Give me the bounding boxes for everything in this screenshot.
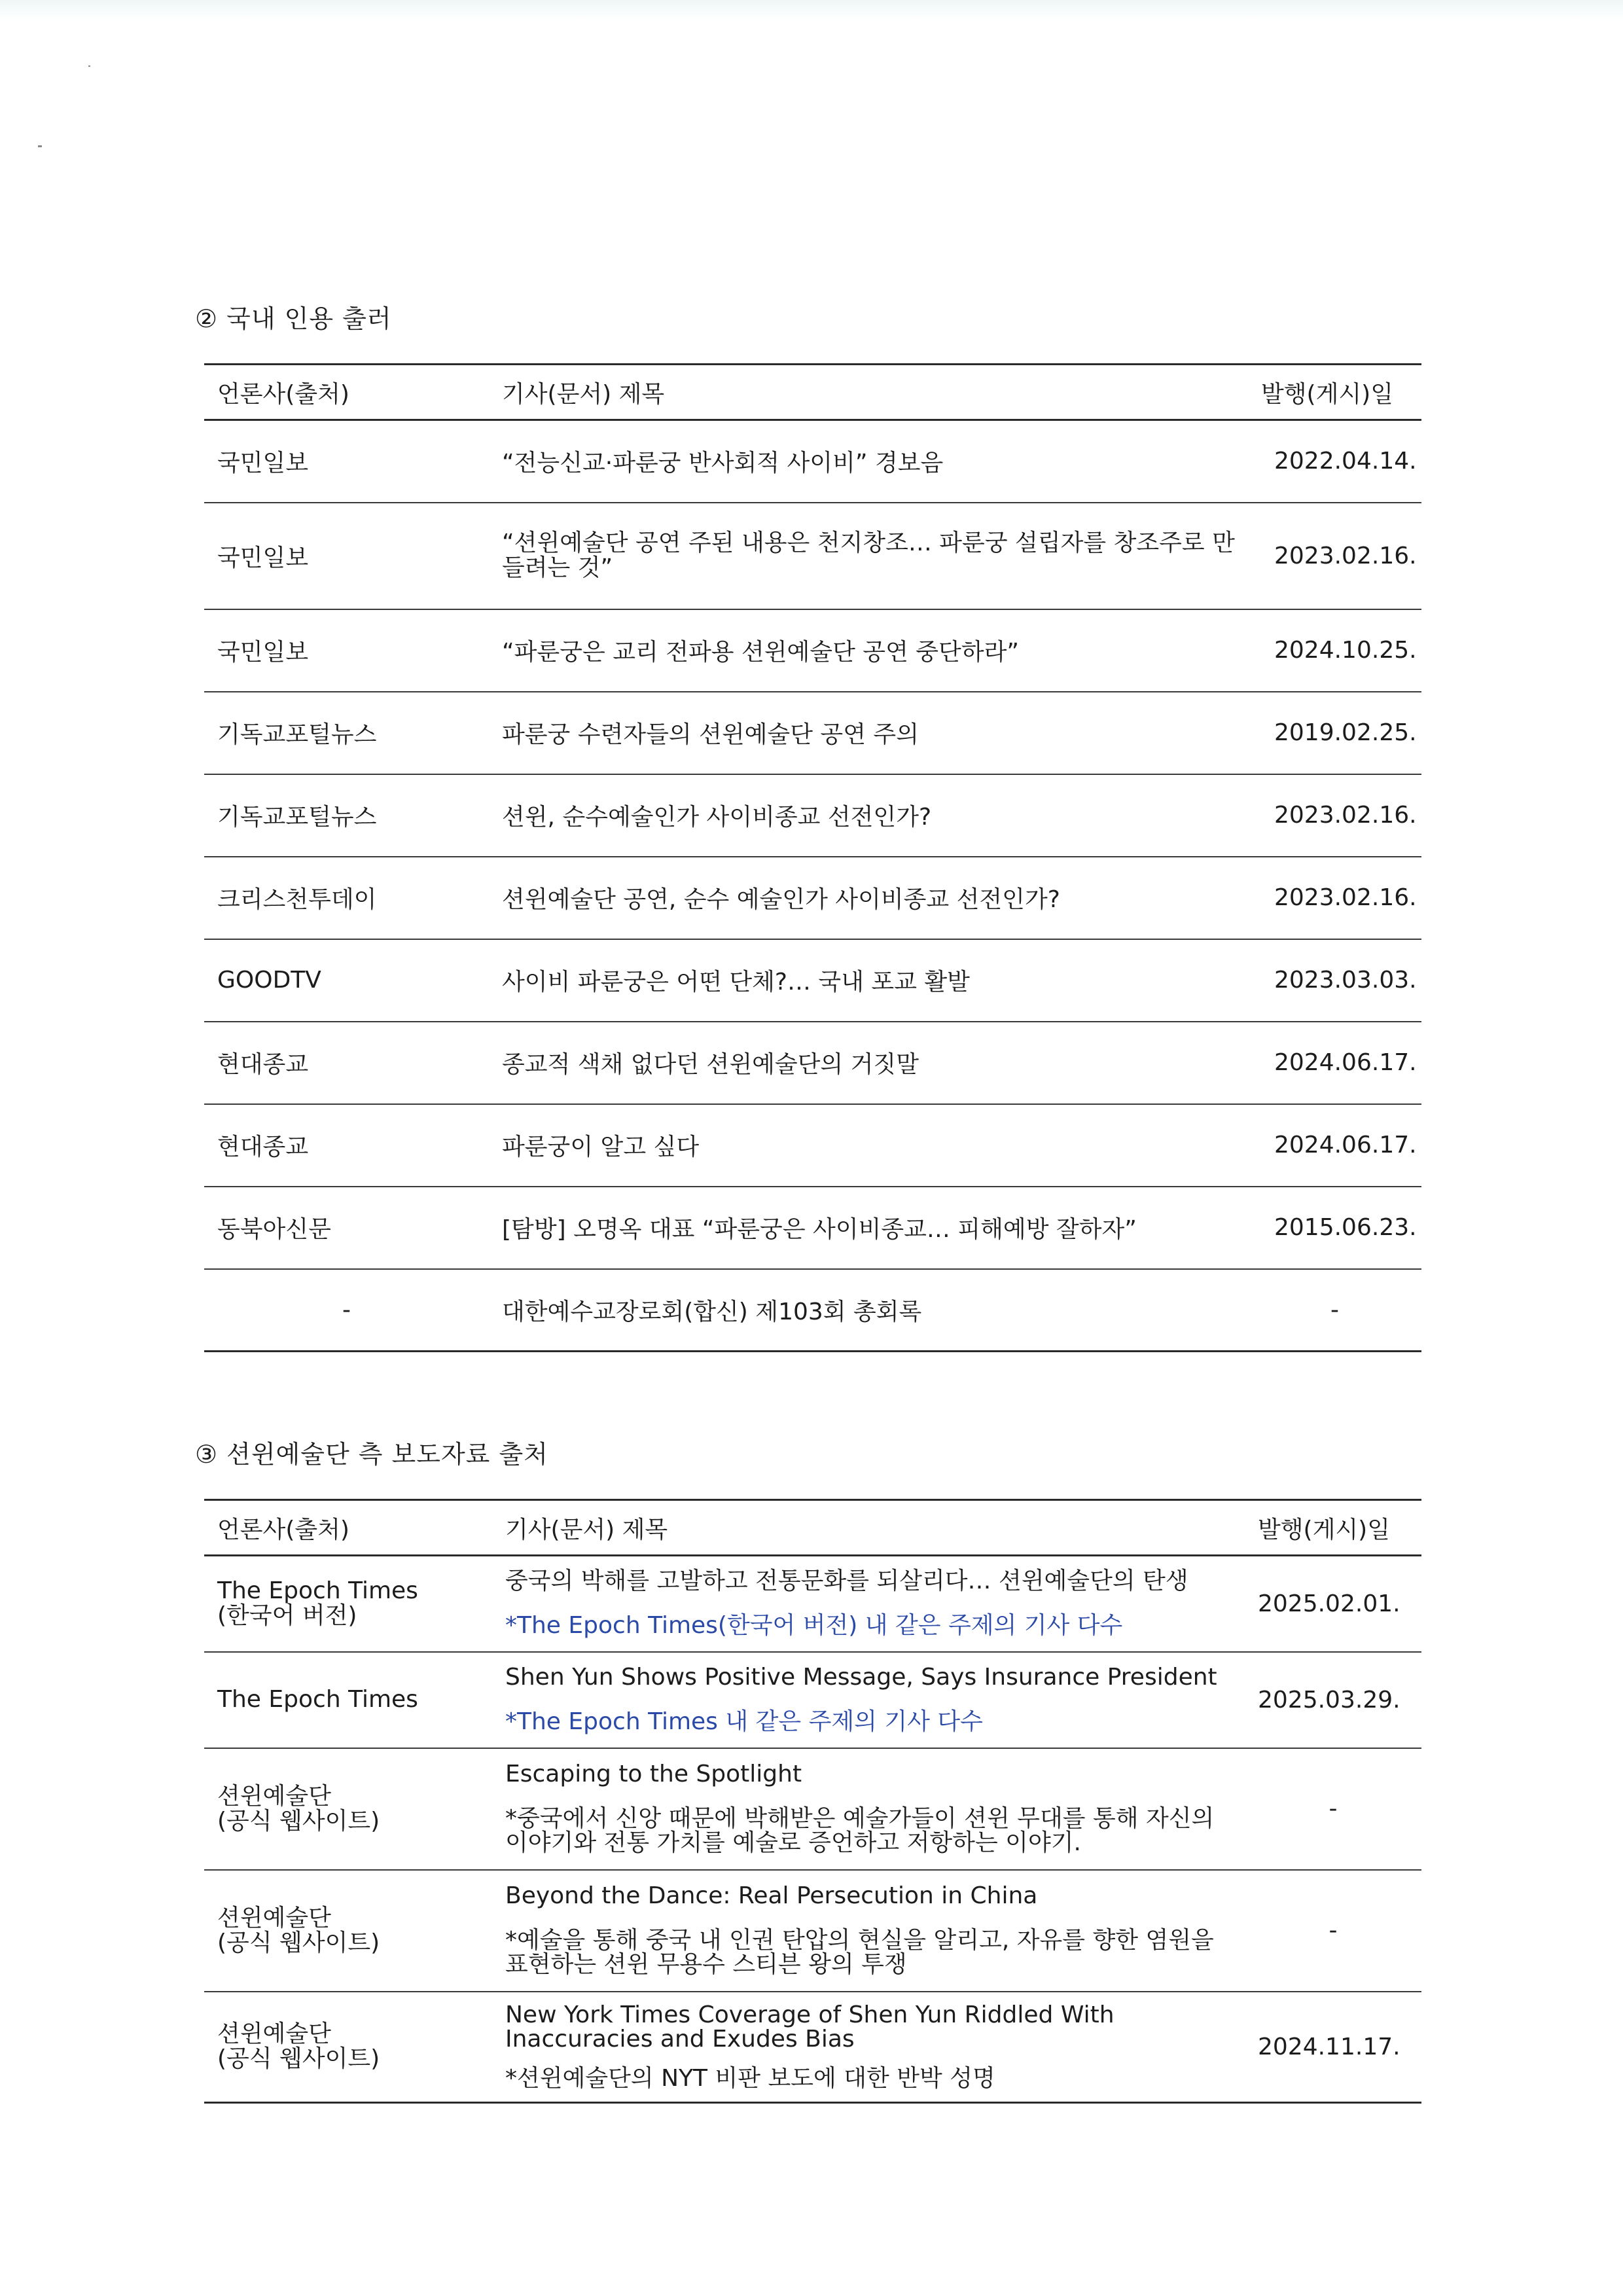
- table-row: [204, 1992, 1421, 2103]
- title-cell: [492, 1992, 1245, 2103]
- table-row: [204, 1652, 1421, 1748]
- table-row: [204, 857, 1421, 939]
- source-name: The Epoch Times: [217, 1686, 418, 1713]
- table-row: [204, 774, 1421, 857]
- table-row: [204, 1269, 1421, 1352]
- source-cell: 크리스천투데이: [217, 886, 377, 913]
- title-cell: [492, 1556, 1245, 1652]
- date-cell: 2015.06.23.: [1274, 1214, 1417, 1241]
- scan-speck: [88, 65, 90, 67]
- scan-edge: [0, 0, 1623, 20]
- table-row: [204, 1187, 1421, 1269]
- title-cell: [492, 1748, 1245, 1870]
- source-cell: 국민일보: [217, 450, 309, 477]
- source-name: 션윈예술단: [217, 1782, 331, 1810]
- table-row: [204, 692, 1421, 774]
- header-source: 언론사(출처): [217, 380, 349, 408]
- source-cell: [204, 1992, 492, 2103]
- source-cell: [204, 1556, 492, 1652]
- article-title: Shen Yun Shows Positive Message, Says Insurance President: [505, 1664, 1217, 1691]
- date-cell: -: [1330, 1296, 1339, 1323]
- header-title: 기사(문서) 제목: [505, 1516, 668, 1543]
- source-cell: 기독교포털뉴스: [217, 804, 377, 831]
- article-title: 중국의 박해를 고발하고 전통문화를 되살리다… 션윈예술단의 탄생: [505, 1568, 1188, 1595]
- source-name: 션윈예술단: [217, 1904, 331, 1931]
- table-row: [204, 1748, 1421, 1870]
- header-source: 언론사(출처): [217, 1516, 349, 1543]
- table-row: [204, 1104, 1421, 1187]
- source-cell: 현대종교: [217, 1051, 309, 1078]
- domestic-citation-table: [204, 363, 1421, 1352]
- table-row: [204, 609, 1421, 692]
- source-subtitle: (공식 웹사이트): [217, 1929, 380, 1956]
- title-cell: [492, 1652, 1245, 1748]
- shen-yun-source-table: [204, 1499, 1421, 2104]
- date-cell: 2024.06.17.: [1274, 1049, 1417, 1076]
- table-row: [204, 939, 1421, 1022]
- table-header-row: [204, 1500, 1421, 1556]
- source-subtitle: (공식 웹사이트): [217, 2045, 380, 2073]
- date-cell: 2024.11.17.: [1258, 2033, 1400, 2060]
- source-cell: 기독교포털뉴스: [217, 721, 377, 748]
- title-cell: 파룬궁 수련자들의 션윈예술단 공연 주의: [502, 721, 919, 748]
- source-name: 션윈예술단: [217, 2020, 331, 2048]
- article-title: Escaping to the Spotlight: [505, 1760, 802, 1787]
- source-cell: 국민일보: [217, 639, 309, 666]
- title-cell: 파룬궁이 알고 싶다: [502, 1134, 700, 1160]
- source-subtitle: (한국어 버전): [217, 1602, 357, 1630]
- title-cell: “션윈예술단 공연 주된 내용은 천지창조… 파룬궁 설립자를 창조주로 만들려는 것”: [502, 529, 1235, 581]
- date-cell: 2019.02.25.: [1274, 719, 1417, 746]
- table-row: [204, 1870, 1421, 1992]
- source-cell: 국민일보: [217, 544, 309, 571]
- source-cell: [204, 1870, 492, 1992]
- article-note: *The Epoch Times(한국어 버전) 내 같은 주제의 기사 다수: [505, 1612, 1123, 1640]
- date-cell: 2023.03.03.: [1274, 967, 1417, 994]
- date-cell: -: [1329, 1917, 1338, 1944]
- article-title: Beyond the Dance: Real Persecution in China: [505, 1882, 1038, 1909]
- table-row: [204, 1022, 1421, 1104]
- date-cell: 2025.02.01.: [1258, 1590, 1400, 1617]
- date-cell: 2024.06.17.: [1274, 1132, 1417, 1158]
- article-note: *The Epoch Times 내 같은 주제의 기사 다수: [505, 1708, 983, 1735]
- date-cell: 2022.04.14.: [1274, 448, 1417, 475]
- source-cell: [204, 1748, 492, 1870]
- date-cell: 2024.10.25.: [1274, 637, 1417, 664]
- source-cell: 동북아신문: [217, 1216, 331, 1243]
- header-date: 발행(게시)일: [1261, 380, 1393, 408]
- source-subtitle: (공식 웹사이트): [217, 1807, 380, 1835]
- date-cell: 2023.02.16.: [1274, 802, 1417, 829]
- article-title: New York Times Coverage of Shen Yun Riddled With Inaccuracies and Exudes Bias: [505, 2001, 1115, 2053]
- article-note: *예술을 통해 중국 내 인권 탄압의 현실을 알리고, 자유를 향한 염원을 표현하는 션윈 무용수 스티븐 왕의 투쟁: [505, 1926, 1214, 1979]
- source-cell: [204, 1652, 492, 1748]
- title-cell: “전능신교·파룬궁 반사회적 사이비” 경보음: [502, 450, 944, 477]
- date-cell: 2023.02.16.: [1274, 542, 1417, 569]
- title-cell: 사이비 파룬궁은 어떤 단체?… 국내 포교 활발: [502, 969, 970, 996]
- source-name: The Epoch Times: [217, 1577, 418, 1605]
- date-cell: -: [1329, 1795, 1338, 1822]
- table-header-row: [204, 365, 1421, 420]
- section-2-heading: ② 국내 인용 출러: [195, 304, 392, 333]
- date-cell: 2023.02.16.: [1274, 884, 1417, 911]
- section-3-heading: ③ 션윈예술단 측 보도자료 출처: [195, 1440, 548, 1469]
- header-title: 기사(문서) 제목: [502, 380, 665, 408]
- article-note: *중국에서 신앙 때문에 박해받은 예술가들이 션윈 무대를 통해 자신의 이야기와 전통 가치를 예술로 증언하고 저항하는 이야기.: [505, 1804, 1215, 1857]
- title-cell: [탐방] 오명옥 대표 “파룬궁은 사이비종교… 피해예방 잘하자”: [502, 1216, 1137, 1243]
- header-date: 발행(게시)일: [1258, 1516, 1390, 1543]
- table-row: [204, 1556, 1421, 1652]
- title-cell: 대한예수교장로회(합신) 제103회 총회록: [502, 1298, 922, 1325]
- table-row: [204, 503, 1421, 609]
- title-cell: [492, 1870, 1245, 1992]
- title-cell: 션윈예술단 공연, 순수 예술인가 사이비종교 선전인가?: [502, 886, 1060, 913]
- scan-speck: [38, 145, 42, 147]
- article-note: *션윈예술단의 NYT 비판 보도에 대한 반박 성명: [505, 2065, 995, 2092]
- title-cell: 션윈, 순수예술인가 사이비종교 선전인가?: [502, 804, 932, 831]
- source-cell: 현대종교: [217, 1134, 309, 1160]
- date-cell: 2025.03.29.: [1258, 1686, 1400, 1713]
- source-cell: -: [342, 1296, 351, 1323]
- source-cell: GOODTV: [217, 967, 321, 994]
- title-cell: “파룬궁은 교리 전파용 션윈예술단 공연 중단하라”: [502, 639, 1020, 666]
- table-row: [204, 420, 1421, 503]
- title-cell: 종교적 색채 없다던 션윈예술단의 거짓말: [502, 1051, 919, 1078]
